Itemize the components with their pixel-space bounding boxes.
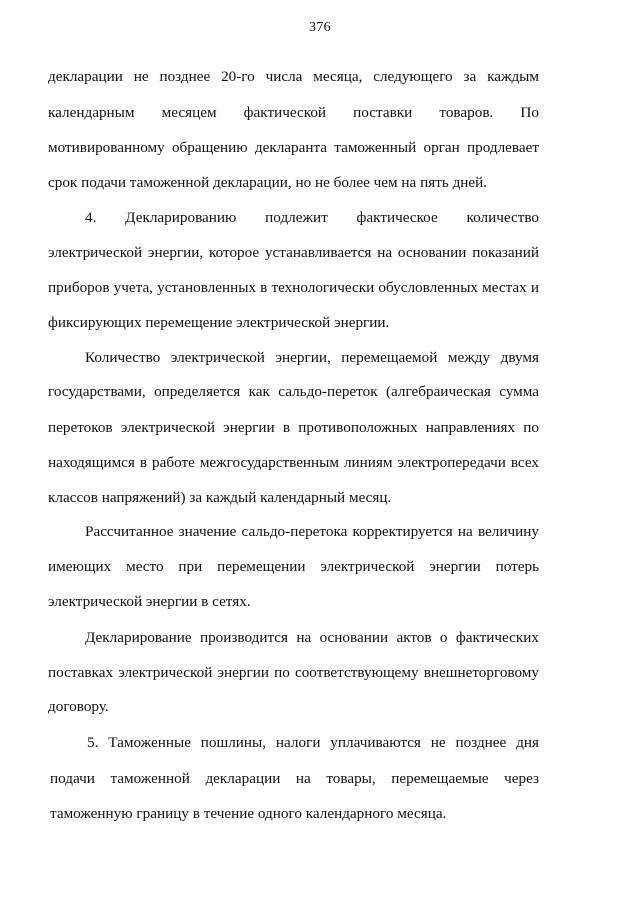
paragraph-2-line-4: фиксирующих перемещение электрической энергии. [48, 314, 390, 331]
paragraph-3-line-4: находящимся в работе межгосударственным линиям электропередачи всех [48, 454, 539, 471]
paragraph-6-line-2: подачи таможенной декларации на товары, перемещаемые через [50, 770, 539, 787]
paragraph-6-line-3: таможенную границу в течение одного календарного месяца. [50, 805, 447, 822]
page-number: 376 [309, 20, 331, 35]
paragraph-3-line-5: классов напряжений) за каждый календарный месяц. [48, 489, 392, 506]
paragraph-5-line-3: договору. [48, 698, 109, 715]
paragraph-2-line-1: 4. Декларированию подлежит фактическое количество [85, 209, 539, 226]
paragraph-2-line-3: приборов учета, установленных в технологически обусловленных местах и [48, 279, 539, 296]
paragraph-1-line-3: мотивированному обращению декларанта таможенный орган продлевает [48, 139, 539, 156]
paragraph-1-line-4: срок подачи таможенной декларации, но не более чем на пять дней. [48, 174, 488, 191]
paragraph-5-line-2: поставках электрической энергии по соответствующему внешнеторговому [48, 664, 539, 681]
paragraph-6-line-1: 5. Таможенные пошлины, налоги уплачиваются не позднее дня [87, 734, 539, 751]
paragraph-3-line-2: государствами, определяется как сальдо-переток (алгебраическая сумма [48, 383, 539, 400]
paragraph-3-line-3: перетоков электрической энергии в противоположных направлениях по [48, 419, 539, 436]
paragraph-4-line-2: имеющих место при перемещении электрической энергии потерь [48, 558, 539, 575]
paragraph-1-line-2: календарным месяцем фактической поставки товаров. По [48, 104, 539, 121]
paragraph-5-line-1: Декларирование производится на основании актов о фактических [85, 629, 539, 646]
paragraph-3-line-1: Количество электрической энергии, перемещаемой между двумя [85, 349, 539, 366]
paragraph-4-line-3: электрической энергии в сетях. [48, 593, 251, 610]
paragraph-4-line-1: Рассчитанное значение сальдо-перетока корректируется на величину [85, 523, 539, 540]
paragraph-1-line-1: декларации не позднее 20-го числа месяца, следующего за каждым [48, 68, 539, 85]
paragraph-2-line-2: электрической энергии, которое устанавливается на основании показаний [48, 244, 539, 261]
